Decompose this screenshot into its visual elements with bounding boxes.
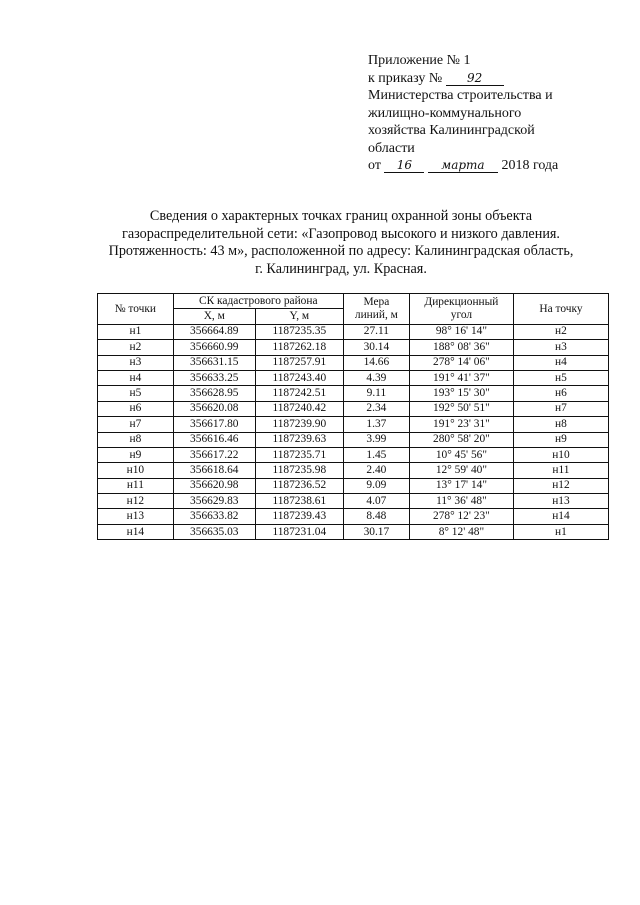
table-row [98,447,609,462]
cell-point: н3 [98,355,174,370]
cell-y: 1187240.42 [255,401,343,416]
cell-point: н13 [98,509,174,524]
cell-length: 1.45 [343,447,409,462]
header-line-length [343,294,409,325]
table-row [98,524,609,539]
cell-length: 30.17 [343,524,409,539]
cell-y: 1187236.52 [255,478,343,493]
cell-angle: 12° 59' 40" [409,463,513,478]
header-direction-angle-2: угол [450,308,473,321]
cell-angle: 98° 16' 14" [409,324,513,339]
cell-length: 2.40 [343,463,409,478]
table-row [98,463,609,478]
cell-x: 356628.95 [173,386,255,401]
title-line-1: Сведения о характерных точках границ охранной зоны объекта [149,208,533,224]
header-coordinate-system: СК кадастрового района [173,294,343,309]
cell-length: 2.34 [343,401,409,416]
table-row [98,370,609,385]
document-title [70,208,612,278]
cell-length: 27.11 [343,324,409,339]
header-point-number: № точки [98,294,174,325]
ministry-line-3: хозяйства Калининградской [368,123,535,138]
cell-x: 356660.99 [173,340,255,355]
cell-to-point: н5 [513,370,608,385]
cell-length: 4.39 [343,370,409,385]
cell-to-point: н7 [513,401,608,416]
cell-y: 1187242.51 [255,386,343,401]
cell-x: 356664.89 [173,324,255,339]
cell-angle: 188° 08' 36" [409,340,513,355]
cell-point: н14 [98,524,174,539]
table-body [98,324,609,539]
cell-point: н10 [98,463,174,478]
cell-x: 356616.46 [173,432,255,447]
cell-angle: 11° 36' 48" [409,494,513,509]
cell-to-point: н6 [513,386,608,401]
header-to-point: На точку [513,294,608,325]
header-direction-angle-1: Дирекционный [424,296,499,309]
cell-x: 356620.98 [173,478,255,493]
cell-y: 1187235.71 [255,447,343,462]
appendix-header [368,52,608,175]
cell-x: 356633.82 [173,509,255,524]
cell-point: н1 [98,324,174,339]
title-line-3: Протяженность: 43 м», расположенной по адресу: Калининградская область, [108,243,574,259]
table-row [98,494,609,509]
table-row [98,355,609,370]
cell-length: 8.48 [343,509,409,524]
cell-to-point: н11 [513,463,608,478]
cell-y: 1187239.63 [255,432,343,447]
cell-y: 1187243.40 [255,370,343,385]
header-direction-angle [409,294,513,325]
table-row [98,340,609,355]
table-row [98,401,609,416]
cell-y: 1187239.90 [255,417,343,432]
cell-x: 356635.03 [173,524,255,539]
title-line-2: газораспределительной сети: «Газопровод высокого и низкого давления. [122,225,560,242]
boundary-points-table [97,293,609,540]
cell-x: 356633.25 [173,370,255,385]
cell-y: 1187238.61 [255,494,343,509]
cell-length: 4.07 [343,494,409,509]
cell-length: 9.11 [343,386,409,401]
cell-x: 356617.80 [173,417,255,432]
cell-y: 1187257.91 [255,355,343,370]
cell-x: 356617.22 [173,447,255,462]
table-row [98,509,609,524]
cell-y: 1187235.98 [255,463,343,478]
cell-y: 1187235.35 [255,324,343,339]
cell-to-point: н4 [513,355,608,370]
cell-point: н6 [98,401,174,416]
cell-point: н4 [98,370,174,385]
cell-to-point: н8 [513,417,608,432]
cell-point: н8 [98,432,174,447]
order-prefix: к приказу № [368,70,443,86]
cell-angle: 10° 45' 56" [409,447,513,462]
order-line [368,70,608,88]
cell-y: 1187239.43 [255,509,343,524]
cell-point: н5 [98,386,174,401]
cell-y: 1187262.18 [255,340,343,355]
cell-point: н11 [98,478,174,493]
ministry-line-2: жилищно-коммунального [368,105,522,121]
cell-to-point: н12 [513,478,608,493]
cell-angle: 278° 14' 06" [409,355,513,370]
cell-point: н9 [98,447,174,462]
cell-point: н12 [98,494,174,509]
ministry-line-1: Министерства строительства и [368,88,553,103]
cell-angle: 191° 41' 37" [409,370,513,385]
cell-to-point: н14 [513,509,608,524]
cell-to-point: н10 [513,447,608,462]
header-y: Y, м [255,309,343,324]
cell-to-point: н13 [513,494,608,509]
cell-angle: 278° 12' 23" [409,509,513,524]
cell-x: 356629.83 [173,494,255,509]
cell-length: 9.09 [343,478,409,493]
cell-to-point: н9 [513,432,608,447]
cell-to-point: н2 [513,324,608,339]
cell-x: 356618.64 [173,463,255,478]
header-line-length-2: линий, м [354,308,398,321]
cell-point: н7 [98,417,174,432]
cell-angle: 192° 50' 51" [409,401,513,416]
cell-to-point: н3 [513,340,608,355]
ministry-line-4: области [368,140,415,156]
cell-angle: 13° 17' 14" [409,478,513,493]
date-suffix: 2018 года [501,158,559,173]
cell-angle: 8° 12' 48" [409,524,513,539]
date-month-handwritten: марта [428,159,498,173]
table-row [98,432,609,447]
date-prefix: от [368,158,381,173]
cell-length: 1.37 [343,417,409,432]
date-line [368,157,608,175]
cell-angle: 191° 23' 31" [409,417,513,432]
table-row [98,324,609,339]
cell-x: 356631.15 [173,355,255,370]
header-line-length-1: Мера [363,296,390,309]
cell-angle: 280° 58' 20" [409,432,513,447]
table-row [98,478,609,493]
date-day-handwritten: 16 [384,159,424,173]
title-line-4: г. Калининград, ул. Красная. [255,260,427,277]
table-row [98,417,609,432]
cell-y: 1187231.04 [255,524,343,539]
order-number-handwritten: 92 [446,72,504,86]
table-row [98,386,609,401]
appendix-number: Приложение № 1 [368,53,471,68]
cell-length: 30.14 [343,340,409,355]
cell-angle: 193° 15' 30" [409,386,513,401]
cell-length: 3.99 [343,432,409,447]
header-x: X, м [173,309,255,324]
cell-x: 356620.08 [173,401,255,416]
cell-length: 14.66 [343,355,409,370]
cell-point: н2 [98,340,174,355]
cell-to-point: н1 [513,524,608,539]
